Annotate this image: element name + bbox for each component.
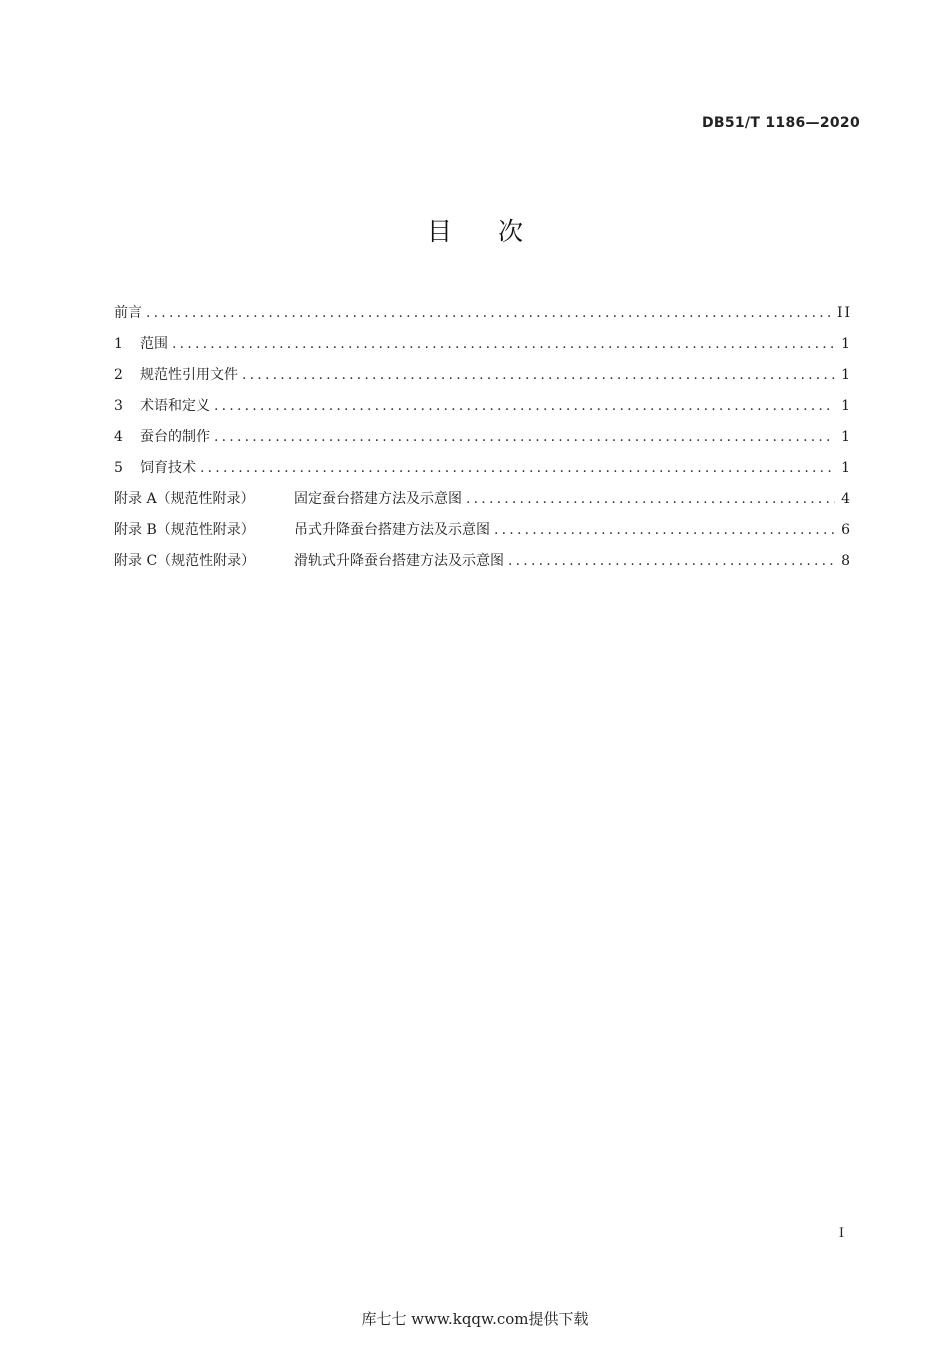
toc-entry-label: 范围 [140, 336, 168, 352]
dot-leader [466, 484, 835, 515]
toc-entry-number: 1 [114, 336, 123, 352]
dot-leader [242, 360, 835, 391]
toc-entry-page: 1 [841, 367, 852, 383]
toc-entry-appendix-prefix: 附录 C（规范性附录） [114, 553, 256, 569]
dot-leader [214, 391, 835, 422]
toc-entry-foreword[interactable] [114, 298, 852, 329]
toc-entry-page: 1 [841, 429, 852, 445]
dot-leader [200, 453, 835, 484]
toc-entry-label: 固定蚕台搭建方法及示意图 [294, 491, 462, 507]
toc-entry-scope[interactable] [114, 329, 852, 360]
toc-entry-silkworm-bed-making[interactable] [114, 422, 852, 453]
toc-entry-page: II [836, 305, 852, 321]
toc-entry-number: 2 [114, 367, 123, 383]
toc-entry-appendix-prefix: 附录 B（规范性附录） [114, 522, 255, 538]
dot-leader [508, 546, 835, 577]
toc-entry-page: 1 [841, 336, 852, 352]
toc-entry-appendix-c[interactable] [114, 546, 852, 577]
dot-leader [214, 422, 835, 453]
toc-entry-label: 蚕台的制作 [140, 429, 210, 445]
toc-entry-page: 4 [841, 491, 852, 507]
toc-entry-rearing-technique[interactable] [114, 453, 852, 484]
dot-leader [494, 515, 835, 546]
toc-entry-label: 滑轨式升降蚕台搭建方法及示意图 [294, 553, 504, 569]
toc-entry-label: 术语和定义 [140, 398, 210, 414]
toc-entry-normative-references[interactable] [114, 360, 852, 391]
toc-entry-label: 饲育技术 [140, 460, 196, 476]
toc-entry-label: 前言 [114, 305, 142, 321]
dot-leader [172, 329, 835, 360]
footer-watermark: 库七七 www.kqqw.com提供下载 [361, 1310, 589, 1328]
toc-entry-label: 吊式升降蚕台搭建方法及示意图 [294, 522, 490, 538]
page-number: I [838, 1226, 844, 1241]
document-code: DB51/T 1186—2020 [701, 115, 860, 131]
toc-entry-label: 规范性引用文件 [140, 367, 238, 383]
toc-entry-number: 4 [114, 429, 123, 445]
dot-leader [146, 298, 831, 329]
toc-entry-appendix-b[interactable] [114, 515, 852, 546]
toc-entry-terms-definitions[interactable] [114, 391, 852, 422]
toc-entry-page: 1 [841, 398, 852, 414]
toc-entry-page: 1 [841, 460, 852, 476]
toc-entry-appendix-a[interactable] [114, 484, 852, 515]
toc-entry-number: 3 [114, 398, 123, 414]
toc-entry-number: 5 [114, 460, 123, 476]
toc-entry-appendix-prefix: 附录 A（规范性附录） [114, 491, 255, 507]
toc-entry-page: 8 [841, 553, 852, 569]
toc-title: 目次 [426, 217, 569, 246]
toc-entry-page: 6 [841, 522, 852, 538]
table-of-contents [114, 298, 852, 577]
